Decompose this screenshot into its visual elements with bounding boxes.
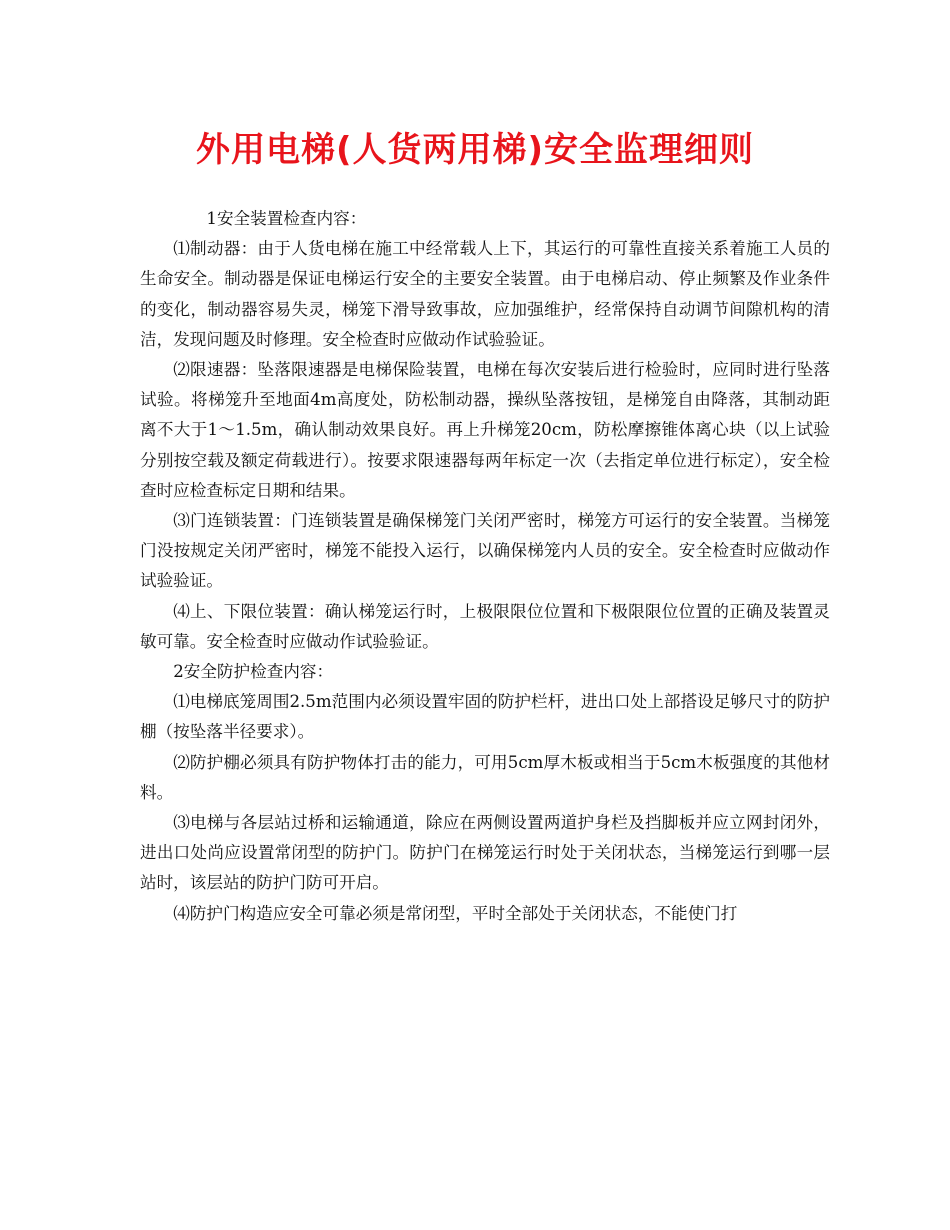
paragraph-limit-device: ⑷上、下限位装置：确认梯笼运行时，上极限限位位置和下极限限位位置的正确及装置灵敏可靠。安全检查时应做动作试验验证。	[140, 601, 830, 651]
document-body	[140, 204, 830, 929]
paragraph-brake: ⑴制动器：由于人货电梯在施工中经常载人上下，其运行的可靠性直接关系着施工人员的生命安全。制动器是保证电梯运行安全的主要安全装置。由于电梯启动、停止频繁及作业条件的变化，制动器容易失灵，梯笼下滑导致事故，应加强维护，经常保持自动调节间隙机构的清洁，发现问题及时修理。安全检查时应做动作试验验证。	[140, 239, 830, 349]
paragraph-door-interlock: ⑶门连锁装置：门连锁装置是确保梯笼门关闭严密时，梯笼方可运行的安全装置。当梯笼门没按规定关闭严密时，梯笼不能投入运行，以确保梯笼内人员的安全。安全检查时应做动作试验验证。	[140, 511, 830, 591]
paragraph-speed-limiter: ⑵限速器：坠落限速器是电梯保险装置，电梯在每次安装后进行检验时，应同时进行坠落试验。将梯笼升至地面4m高度处，防松制动器，操纵坠落按钮，是梯笼自由降落，其制动距离不大于1～1.5m，确认制动效果良好。再上升梯笼20cm，防松摩擦锥体离心块（以上试验分别按空载及额定荷载进行）。按要求限速器每两年标定一次（去指定单位进行标定），安全检查时应检查标定日期和结果。	[140, 360, 830, 500]
section-heading-2: 2安全防护检查内容：	[173, 662, 334, 682]
document-title: 外用电梯(人货两用梯)安全监理细则	[195, 130, 755, 170]
paragraph-guardrail: ⑴电梯底笼周围2.5m范围内必须设置牢固的防护栏杆，进出口处上部搭设足够尺寸的防护棚（按坠落半径要求）。	[140, 692, 830, 742]
section-heading-1: 1安全装置检查内容：	[206, 209, 367, 228]
paragraph-protective-door: ⑷防护门构造应安全可靠必须是常闭型，平时全部处于关闭状态，不能使门打	[173, 903, 738, 923]
paragraph-landing-bridge: ⑶电梯与各层站过桥和运输通道，除应在两侧设置两道护身栏及挡脚板并应立网封闭外，进出口处尚应设置常闭型的防护门。防护门在梯笼运行时处于关闭状态，当梯笼运行到哪一层站时，该层站的防护门防可开启。	[140, 813, 830, 893]
paragraph-protective-shed: ⑵防护棚必须具有防护物体打击的能力，可用5cm厚木板或相当于5cm木板强度的其他材料。	[140, 752, 830, 802]
